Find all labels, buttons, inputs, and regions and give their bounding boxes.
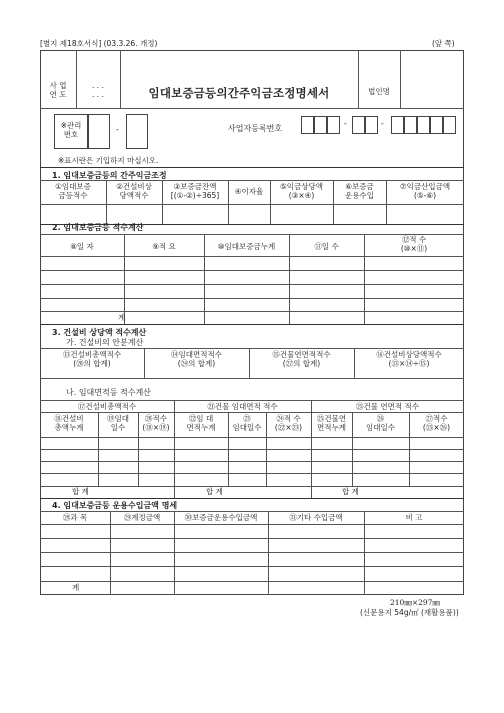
bizno-digit-2[interactable]: [314, 116, 327, 134]
s3b-col-9: ㉗적수 (㉕×㉖): [422, 414, 451, 432]
s1-col-3: ③보증금잔액 [(①-②)÷365]: [170, 182, 220, 200]
s4-total-label: 계: [72, 583, 80, 592]
s2-col-4: ⑪일 수: [314, 242, 339, 251]
business-year-label: 사 업 연 도: [49, 81, 67, 99]
s3a-col-3: ⑮건물연면적적수 (㉗의 합계): [272, 350, 331, 368]
mgmt-number-label: ※관리 번호: [60, 121, 82, 139]
s3a-col-2: ⑭임대면적적수 (㉔의 합계): [171, 350, 222, 368]
s4-col-1: ㉘과 목: [62, 513, 88, 522]
section2-heading: 2. 임대보증금등 적수계산: [52, 223, 144, 232]
bizno-digit-6[interactable]: [391, 116, 404, 134]
s2-col-3: ⑩임대보증금누계: [217, 242, 276, 251]
s3b-col-3: ⑳적수 (⑱×⑲): [142, 414, 170, 432]
s4-col-5: 비 고: [405, 513, 423, 522]
s1-col-2: ②건설비상 당액적수: [116, 182, 152, 200]
section3-heading: 3. 건설비 상당액 적수계산: [52, 328, 147, 337]
mgmt-dash: -: [116, 125, 119, 134]
s3b-col-6: ㉔적 수 (㉒×㉓): [274, 414, 303, 432]
s3a-col-1: ⑬건설비총액적수 (⑳의 합계): [62, 350, 122, 368]
bizno-dash-1: -: [344, 119, 347, 128]
s3b-col-8: ㉖ 임대일수: [366, 414, 395, 432]
s1-col-7: ⑦익금산입금액 (⑤-⑥): [399, 182, 451, 200]
bizno-digit-8[interactable]: [417, 116, 430, 134]
section4-heading: 4. 임대보증금등 운용수입금액 명세: [52, 501, 178, 510]
s3b-group-3: ㉕건물 연면적 적수: [356, 402, 419, 411]
s3b-total-2: 합 계: [206, 487, 223, 496]
bizno-digit-9[interactable]: [430, 116, 443, 134]
s2-total-label: 계: [118, 313, 126, 322]
s3b-total-3: 합 계: [342, 487, 359, 496]
paper-size: 210㎜×297㎜: [390, 598, 440, 607]
bizno-digit-4[interactable]: [352, 116, 365, 134]
s3a-col-4: ⑯건설비상당액적수 (⑬×⑭÷⑮): [376, 350, 442, 368]
bizno-digit-3[interactable]: [327, 116, 340, 134]
paper-spec: (신문용지 54g/㎡ (재활용품)): [360, 608, 459, 617]
s1-col-4: ④이자율: [234, 187, 264, 196]
section1-heading: 1. 임대보증금등의 간주익금조정: [52, 171, 167, 180]
bizno-digit-10[interactable]: [443, 116, 456, 134]
s3b-group-2: ㉑건물 임대면적 적수: [207, 402, 278, 411]
s4-col-3: ㉚보증금운용수입금액: [184, 513, 258, 522]
s4-col-4: ㉛기타 수입금액: [289, 513, 343, 522]
note: ※표시란은 기입하지 마십시오.: [58, 156, 159, 165]
s2-col-2: ⑨적 요: [152, 242, 176, 251]
corp-name-label: 법인명: [368, 87, 390, 96]
s3b-group-1: ⑰건설비총액적수: [77, 402, 137, 411]
business-year-dots: . . . . . .: [92, 81, 104, 99]
s2-col-1: ⑧일 자: [70, 242, 94, 251]
bizno-label: 사업자등록번호: [228, 124, 283, 133]
page-side: (앞 쪽): [432, 39, 455, 48]
form-code: [별지 제18호서식] (03.3.26. 개정): [40, 39, 158, 48]
section3-sub-a: 가. 건설비의 안분계산: [66, 338, 144, 347]
corp-name-field[interactable]: [400, 50, 464, 108]
s1-col-6: ⑥보증금 운용수입: [345, 182, 374, 200]
mgmt-number-box-2[interactable]: [126, 114, 148, 149]
s3b-col-1: ⑱건설비 총액누계: [54, 414, 84, 432]
s3b-col-4: ㉒임 대 면적누계: [186, 414, 216, 432]
s3b-col-2: ⑲임대 일수: [107, 414, 129, 432]
s1-col-5: ⑤익금상당액 (③×④): [280, 182, 323, 200]
bizno-dash-2: -: [381, 119, 384, 128]
s4-col-2: ㉙계정금액: [123, 513, 161, 522]
s3b-total-1: 합 계: [72, 487, 89, 496]
s1-col-1: ①임대보증 금등적수: [55, 182, 91, 200]
bizno-digit-1[interactable]: [301, 116, 314, 134]
mgmt-number-box-1[interactable]: [88, 114, 110, 149]
section3-sub-b: 나. 임대면적등 적수계산: [66, 388, 151, 397]
bizno-digit-5[interactable]: [365, 116, 378, 134]
s2-col-5: ⑫적 수 (⑩×⑪): [400, 235, 428, 253]
page-title: 임대보증금등의간주익금조정명세서: [148, 86, 330, 100]
s3b-col-7: ㉕건물연 면적누계: [316, 414, 347, 432]
bizno-digit-7[interactable]: [404, 116, 417, 134]
s3b-col-5: ㉓ 임대일수: [232, 414, 262, 432]
